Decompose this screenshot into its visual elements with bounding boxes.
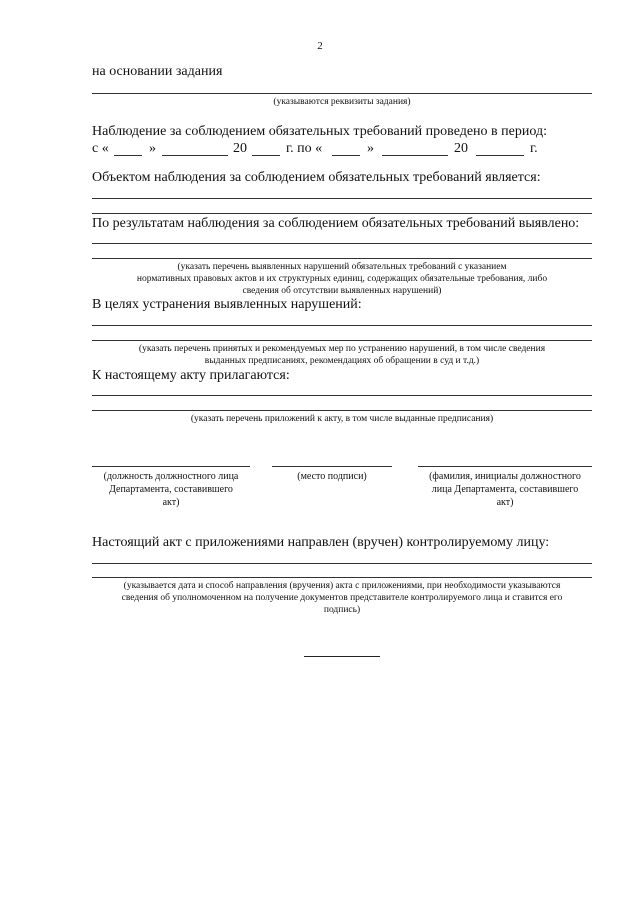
measures-caption-line-1: (указать перечень принятых и рекомендуемых мер по устранению нарушений, в том числе сведения [138,344,546,354]
attachments-label: К настоящему акту прилагаются: [92,368,290,383]
measures-line-2[interactable] [92,340,592,341]
signature-position-caption-2: Департамента, составившего [109,484,233,495]
sent-line-2[interactable] [92,577,592,578]
measures-caption-line-2: выданных предписаниях, рекомендациях об обращении в суд и т.д.) [204,356,480,366]
sent-caption-line-3: подпись) [323,605,361,615]
period-title: Наблюдение за соблюдением обязательных требований проведено в период: [92,124,547,139]
signature-name-line[interactable] [418,466,592,467]
signature-name-caption-2: лица Департамента, составившего [431,484,579,495]
from-year-prefix: 20 [233,141,247,156]
signature-name-caption-3: акт) [496,497,514,508]
signature-position-caption-3: акт) [162,497,180,508]
results-caption [92,261,592,297]
object-label: Объектом наблюдения за соблюдением обязательных требований является: [92,170,541,185]
to-year-blank[interactable] [476,155,524,156]
from-prefix: с « [92,141,109,156]
object-line-2[interactable] [92,213,592,214]
period-row [92,141,612,159]
signature-position-caption-1: (должность должностного лица [103,471,239,482]
signature-name-caption [418,470,592,509]
attachments-line-2[interactable] [92,410,592,411]
to-month-blank[interactable] [382,155,448,156]
results-line-2[interactable] [92,258,592,259]
from-quote-close: » [149,141,156,156]
measures-caption [92,343,592,367]
page-number: 2 [317,40,323,52]
from-day-blank[interactable] [114,155,142,156]
to-day-blank[interactable] [332,155,360,156]
results-label: По результатам наблюдения за соблюдением обязательных требований выявлено: [92,216,580,231]
signature-position-line[interactable] [92,466,250,467]
results-caption-line-1: (указать перечень выявленных нарушений обязательных требований с указанием [177,262,507,272]
to-year-prefix: 20 [454,141,468,156]
basis-caption: (указываются реквизиты задания) [273,97,411,107]
signature-name-caption-1: (фамилия, инициалы должностного [429,471,581,482]
sent-label: Настоящий акт с приложениями направлен (вручен) контролируемому лицу: [92,535,550,550]
to-word: г. по « [286,141,323,156]
from-year-blank[interactable] [252,155,280,156]
signature-position-caption [92,470,250,509]
basis-line[interactable] [92,93,592,94]
sent-caption [92,580,592,616]
sent-caption-line-2: сведения об уполномоченном на получение документов представителе контролируемого лица и ставится его [121,593,563,603]
attachments-caption: (указать перечень приложений к акту, в том числе выданные предписания) [190,414,494,424]
object-line-1[interactable] [92,198,592,199]
sent-line-1[interactable] [92,563,592,564]
measures-line-1[interactable] [92,325,592,326]
basis-label: на основании задания [92,64,223,79]
attachments-line-1[interactable] [92,395,592,396]
sent-caption-line-1: (указывается дата и способ направления (вручения) акта с приложениями, при необходимости указываются [123,581,561,591]
to-quote-close: » [367,141,374,156]
end-separator [304,656,380,657]
results-line-1[interactable] [92,243,592,244]
signature-place-line[interactable] [272,466,392,467]
signature-place-caption: (место подписи) [297,471,367,482]
results-caption-line-3: сведения об отсутствии выявленных нарушений) [242,286,442,296]
measures-label: В целях устранения выявленных нарушений: [92,297,362,312]
from-month-blank[interactable] [162,155,228,156]
results-caption-line-2: нормативных правовых актов и их структурных единиц, содержащих обязательные требования, либо [136,274,548,284]
to-year-suffix: г. [530,141,538,156]
